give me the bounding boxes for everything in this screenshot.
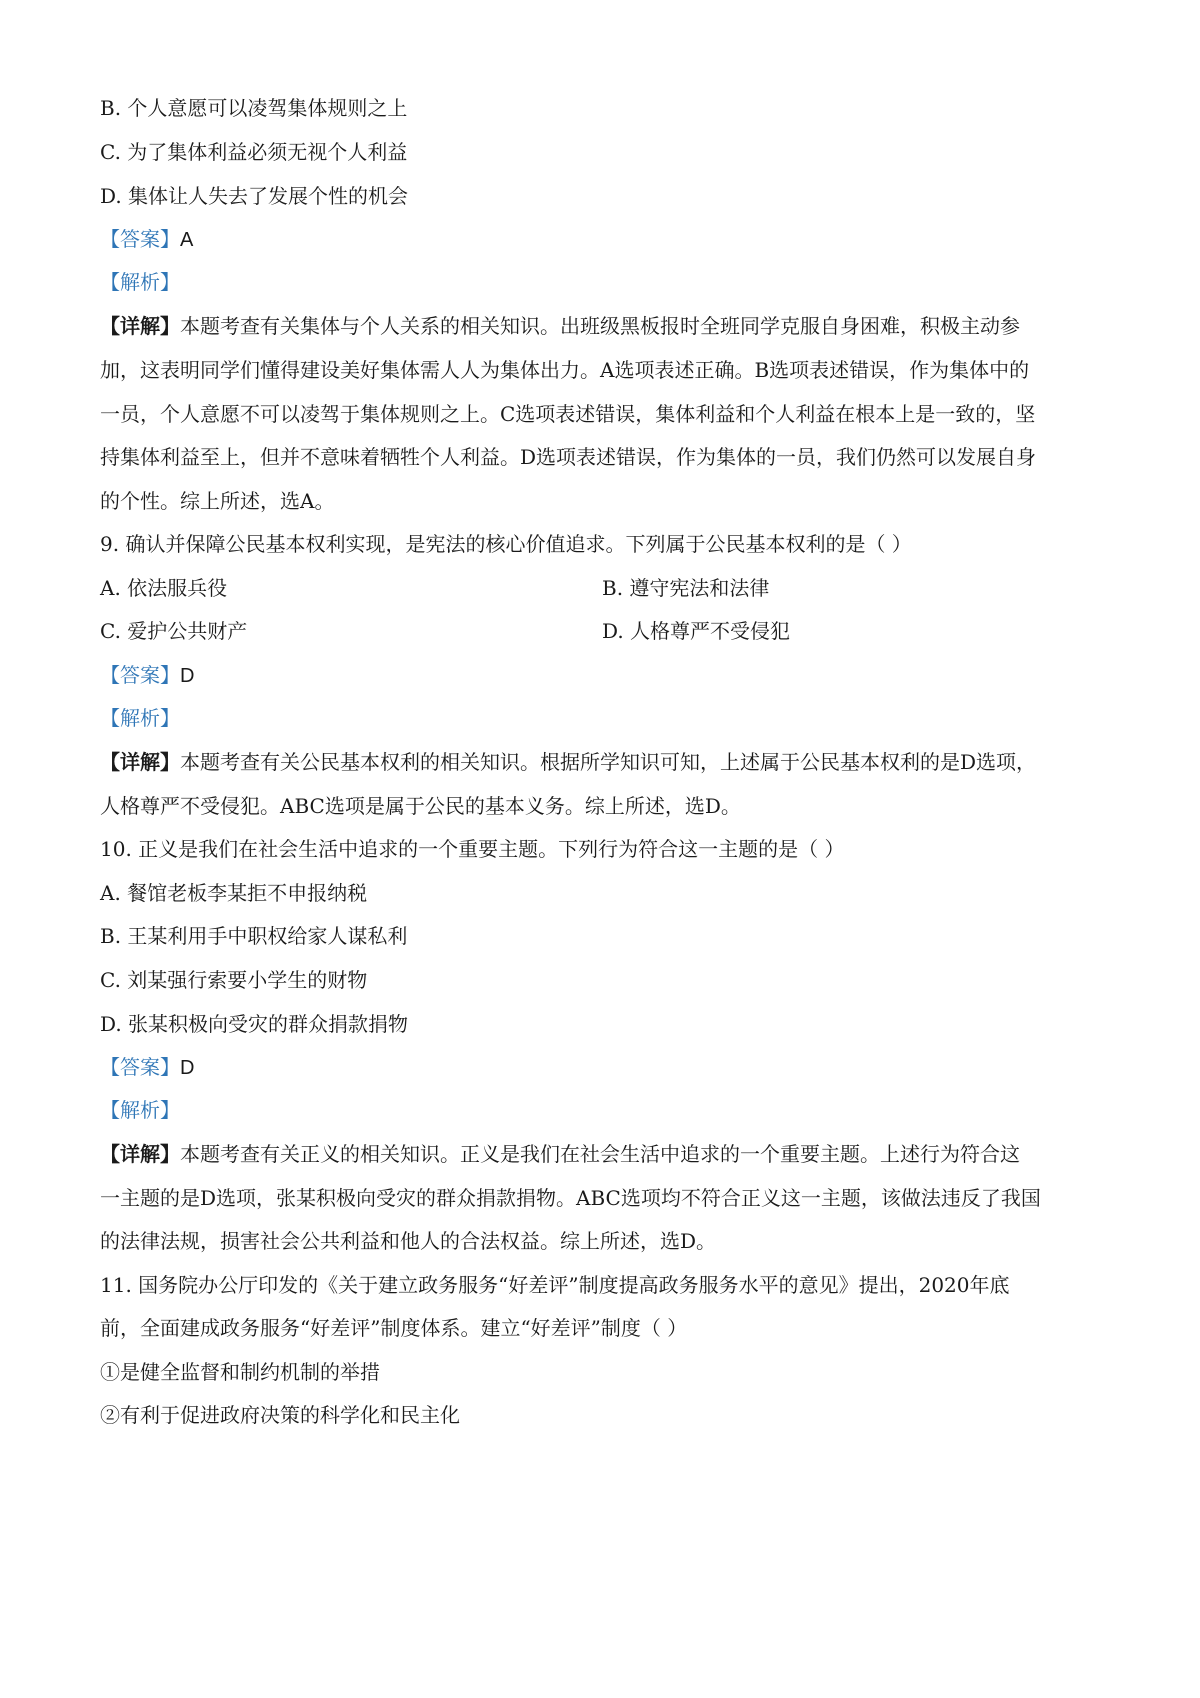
q9-option-d: D. 人格尊严不受侵犯 — [602, 619, 791, 643]
q8-option-c: C. 为了集体利益必须无视个人利益 — [100, 140, 408, 164]
q9-option-c: C. 爱护公共财产 — [100, 619, 248, 643]
answer-value: D — [180, 1057, 195, 1079]
answer-tag: 【答案】 — [100, 663, 180, 687]
q10-stem: 10. 正义是我们在社会生活中追求的一个重要主题。下列行为符合这一主题的是（ ） — [100, 837, 845, 861]
q9-detail-line-2: 人格尊严不受侵犯。ABC选项是属于公民的基本义务。综上所述，选D。 — [100, 794, 741, 818]
q11-item-2: ②有利于促进政府决策的科学化和民主化 — [100, 1403, 460, 1427]
q10-option-d: D. 张某积极向受灾的群众捐款捐物 — [100, 1012, 409, 1036]
q10-option-a: A. 餐馆老板李某拒不申报纳税 — [100, 881, 368, 905]
detail-text: 本题考查有关正义的相关知识。正义是我们在社会生活中追求的一个重要主题。上述行为符合这 — [180, 1142, 1020, 1166]
q9-option-b: B. 遵守宪法和法律 — [602, 576, 770, 600]
q9-stem: 9. 确认并保障公民基本权利实现，是宪法的核心价值追求。下列属于公民基本权利的是（ ） — [100, 532, 912, 556]
q10-detail-line-2: 一主题的是D选项，张某积极向受灾的群众捐款捐物。ABC选项均不符合正义这一主题，该做法违反了我国 — [100, 1186, 1041, 1210]
q10-detail-line-3: 的法律法规，损害社会公共利益和他人的合法权益。综上所述，选D。 — [100, 1229, 717, 1253]
q10-option-b: B. 王某利用手中职权给家人谋私利 — [100, 924, 408, 948]
detail-tag: 【详解】 — [100, 750, 180, 774]
q8-analysis-tag: 【解析】 — [100, 270, 180, 294]
q8-detail-line-3: 一员，个人意愿不可以凌驾于集体规则之上。C选项表述错误，集体利益和个人利益在根本上是一致的，坚 — [100, 402, 1036, 426]
q11-item-1: ①是健全监督和制约机制的举措 — [100, 1360, 380, 1384]
detail-text: 本题考查有关集体与个人关系的相关知识。出班级黑板报时全班同学克服自身困难，积极主动参 — [180, 314, 1020, 338]
q10-answer — [100, 1053, 1100, 1082]
q11-stem-line-2: 前，全面建成政务服务“好差评”制度体系。建立“好差评”制度（ ） — [100, 1316, 688, 1340]
q9-answer — [100, 661, 1100, 690]
answer-tag: 【答案】 — [100, 227, 180, 251]
q8-detail-line-4: 持集体利益至上，但并不意味着牺牲个人利益。D选项表述错误，作为集体的一员，我们仍然可以发展自身 — [100, 445, 1037, 469]
detail-tag: 【详解】 — [100, 314, 180, 338]
q8-detail-line-1 — [100, 312, 1100, 340]
q9-analysis-tag: 【解析】 — [100, 706, 180, 730]
answer-value: D — [180, 665, 195, 687]
q9-detail-line-1 — [100, 748, 1100, 776]
q10-option-c: C. 刘某强行索要小学生的财物 — [100, 968, 368, 992]
detail-text: 本题考查有关公民基本权利的相关知识。根据所学知识可知，上述属于公民基本权利的是D选项， — [180, 750, 1037, 774]
q10-detail-line-1 — [100, 1140, 1100, 1168]
answer-value: A — [180, 229, 194, 251]
q8-answer — [100, 225, 1100, 254]
q9-option-a: A. 依法服兵役 — [100, 576, 228, 600]
detail-tag: 【详解】 — [100, 1142, 180, 1166]
q8-option-d: D. 集体让人失去了发展个性的机会 — [100, 184, 409, 208]
q8-detail-line-5: 的个性。综上所述，选A。 — [100, 489, 335, 513]
q11-stem-line-1: 11. 国务院办公厅印发的《关于建立政务服务“好差评”制度提高政务服务水平的意见》提出，2020年底 — [100, 1273, 1010, 1297]
q8-option-b: B. 个人意愿可以凌驾集体规则之上 — [100, 96, 408, 120]
q8-detail-line-2: 加，这表明同学们懂得建设美好集体需人人为集体出力。A选项表述正确。B选项表述错误，作为集体中的 — [100, 358, 1030, 382]
answer-tag: 【答案】 — [100, 1055, 180, 1079]
q10-analysis-tag: 【解析】 — [100, 1098, 180, 1122]
